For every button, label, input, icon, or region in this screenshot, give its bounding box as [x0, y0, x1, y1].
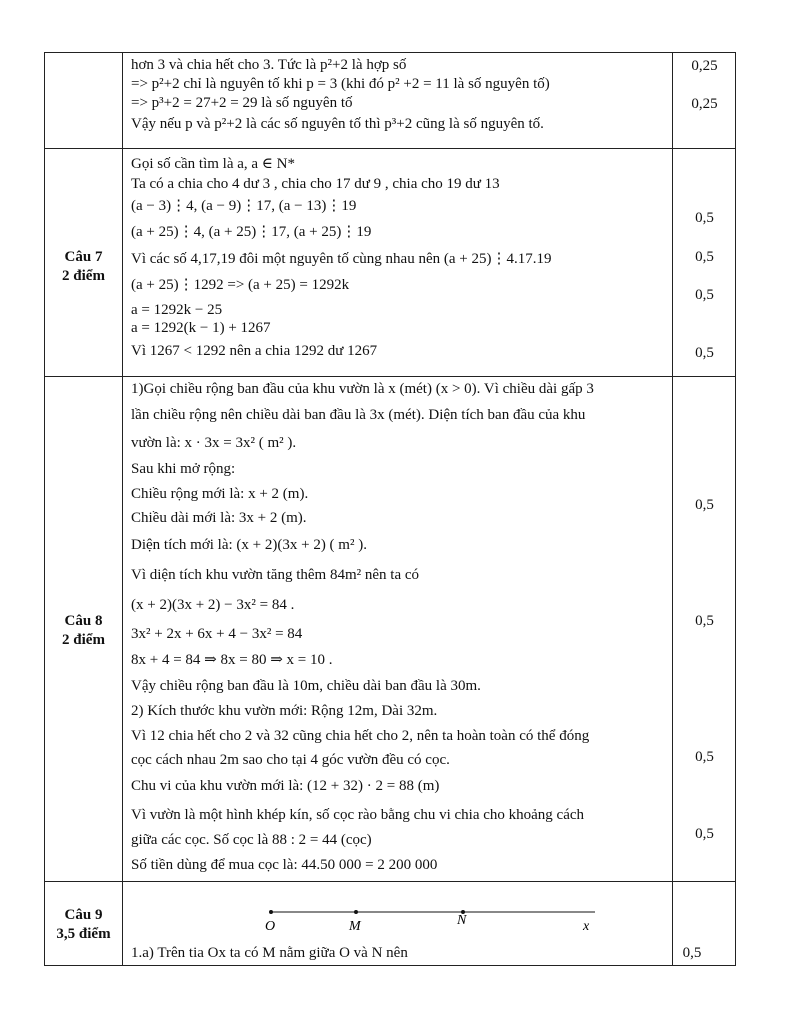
content-line: Vì diện tích khu vườn tăng thêm 84m² nên ta có	[131, 567, 420, 583]
row-cau-8	[44, 376, 736, 882]
question-points: 2 điểm	[62, 268, 105, 284]
question-points: 3,5 điểm	[56, 926, 111, 942]
content-line: Vì 12 chia hết cho 2 và 32 cũng chia hết cho 2, nên ta hoàn toàn có thể đóng	[131, 728, 590, 744]
content-line: Vậy nếu p và p²+2 là các số nguyên tố thì p³+2 cũng là số nguyên tố.	[131, 116, 544, 132]
question-label: Câu 9	[64, 907, 103, 923]
row-cau-9	[44, 881, 736, 966]
content-line: 1)Gọi chiều rộng ban đầu của khu vườn là x (mét) (x > 0). Vì chiều dài gấp 3	[131, 381, 594, 397]
content-line: Chiều rộng mới là: x + 2 (m).	[131, 486, 309, 502]
content-line: 8x + 4 = 84 ⇒ 8x = 80 ⇒ x = 10 .	[131, 652, 333, 668]
content-line: => p³+2 = 27+2 = 29 là số nguyên tố	[131, 95, 353, 111]
score: 0,5	[695, 345, 714, 361]
content-line: Vì 1267 < 1292 nên a chia 1292 dư 1267	[131, 343, 378, 359]
row-cau-7	[44, 148, 736, 377]
content-line: Sau khi mở rộng:	[131, 461, 236, 477]
score: 0,5	[695, 826, 714, 842]
content-line: 3x² + 2x + 6x + 4 − 3x² = 84	[131, 626, 303, 642]
score: 0,5	[695, 749, 714, 765]
content-line: a = 1292k − 25	[131, 302, 223, 318]
content-line: Chu vi của khu vườn mới là: (12 + 32) · 2 = 88 (m)	[131, 778, 440, 794]
point-x-label: x	[583, 919, 590, 934]
content-line: Chiều dài mới là: 3x + 2 (m).	[131, 510, 307, 526]
content-line: (x + 2)(3x + 2) − 3x² = 84 .	[131, 597, 295, 613]
content-line: 2) Kích thước khu vườn mới: Rộng 12m, Dài 32m.	[131, 703, 438, 719]
row-continuation	[44, 52, 736, 149]
content-line: Gọi số cần tìm là a, a ∈ N*	[131, 156, 295, 172]
content-line: vườn là: x · 3x = 3x² ( m² ).	[131, 435, 297, 451]
content-line: (a + 25)⋮4, (a + 25)⋮17, (a + 25)⋮19	[131, 224, 372, 240]
point-o-label: O	[265, 919, 276, 934]
question-label: Câu 8	[64, 613, 103, 629]
question-points: 2 điểm	[62, 632, 105, 648]
score: 0,5	[695, 287, 714, 303]
score: 0,5	[695, 249, 714, 265]
score: 0,25	[691, 58, 718, 74]
score: 0,5	[695, 613, 714, 629]
content-line: (a + 25)⋮1292 => (a + 25) = 1292k	[131, 277, 350, 293]
score: 0,5	[682, 945, 702, 961]
content-line: (a − 3)⋮4, (a − 9)⋮17, (a − 13)⋮19	[131, 198, 357, 214]
ray-figure	[255, 902, 615, 934]
content-line: Ta có a chia cho 4 dư 3 , chia cho 17 dư 9 , chia cho 19 dư 13	[131, 176, 500, 192]
content-line: Vậy chiều rộng ban đầu là 10m, chiều dài ban đầu là 30m.	[131, 678, 481, 694]
content-line: cọc cách nhau 2m sao cho tại 4 góc vườn đều có cọc.	[131, 752, 450, 768]
content-line: Số tiền dùng để mua cọc là: 44.50 000 = 2 200 000	[131, 857, 438, 873]
score: 0,25	[691, 96, 718, 112]
score: 0,5	[695, 497, 714, 513]
content-line: giữa các cọc. Số cọc là 88 : 2 = 44 (cọc)	[131, 832, 372, 848]
content-line: a = 1292(k − 1) + 1267	[131, 320, 271, 336]
content-line: Vì vườn là một hình khép kín, số cọc rào bằng chu vi chia cho khoảng cách	[131, 807, 585, 823]
content-line: Vì các số 4,17,19 đôi một nguyên tố cùng nhau nên (a + 25)⋮4.17.19	[131, 251, 552, 267]
question-label: Câu 7	[64, 249, 103, 265]
content-line: hơn 3 và chia hết cho 3. Tức là p²+2 là hợp số	[131, 57, 407, 73]
content-line: => p²+2 chỉ là nguyên tố khi p = 3 (khi đó p² +2 = 11 là số nguyên tố)	[131, 76, 550, 92]
point-n-label: N	[457, 913, 467, 928]
score: 0,5	[695, 210, 714, 226]
content-line: lần chiều rộng nên chiều dài ban đầu là 3x (mét). Diện tích ban đầu của khu	[131, 407, 586, 423]
content-line: 1.a) Trên tia Ox ta có M nằm giữa O và N nên	[131, 945, 408, 961]
point-m-label: M	[349, 919, 361, 934]
content-line: Diện tích mới là: (x + 2)(3x + 2) ( m² ).	[131, 537, 367, 553]
